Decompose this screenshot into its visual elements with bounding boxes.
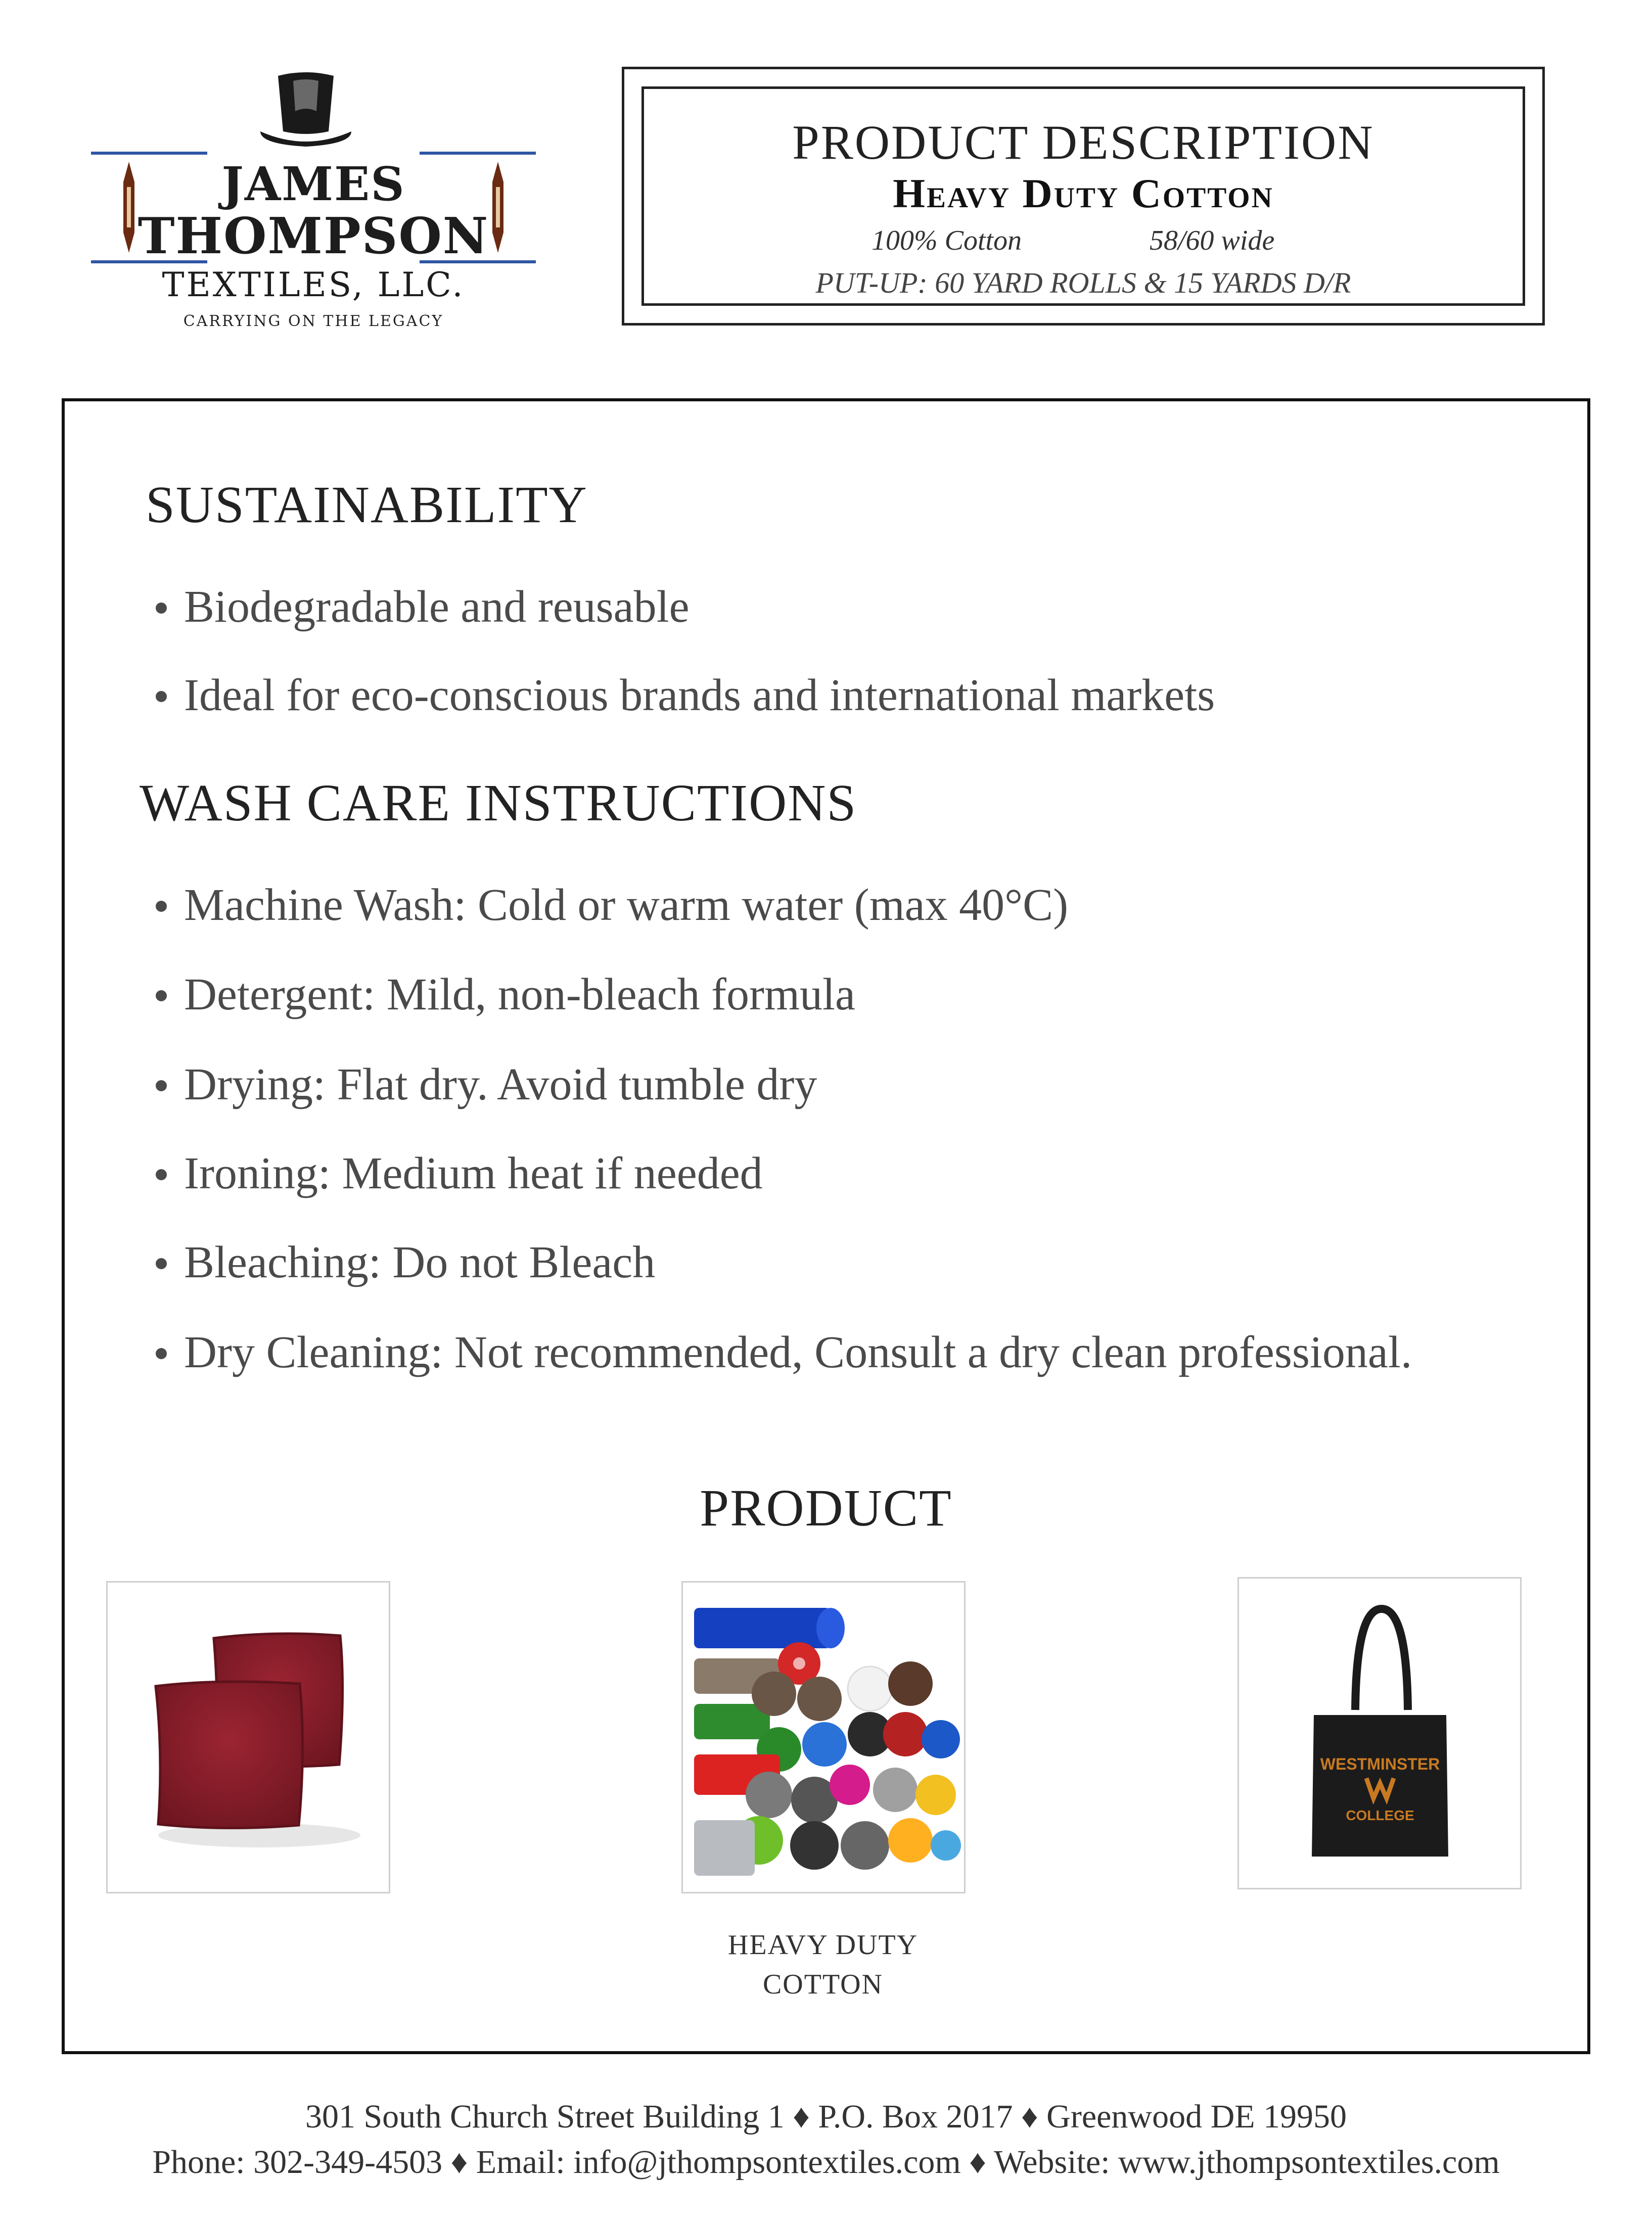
tote-bag-image	[1237, 1577, 1522, 1889]
logo-line	[91, 152, 207, 155]
fabric-rolls-image	[681, 1581, 966, 1893]
bullet-icon	[156, 901, 167, 912]
logo-line	[420, 152, 536, 155]
tote-bag-illustration	[1239, 1579, 1520, 1888]
caption-line1: HEAVY DUTY	[727, 1929, 919, 1961]
product-description-inner	[641, 86, 1525, 306]
bullet-icon	[156, 1169, 167, 1180]
product-heading: PRODUCT	[700, 1479, 952, 1537]
list-item: Drying: Flat dry. Avoid tumble dry	[156, 1058, 817, 1110]
footer-contact: Phone: 302-349-4503 ♦ Email: info@jthompsontextiles.com ♦ Website: www.jthompsontextiles.com	[152, 2144, 1500, 2181]
bullet-icon	[156, 1080, 167, 1091]
bullet-icon	[156, 1258, 167, 1269]
logo-name-line1: JAMES	[221, 157, 405, 211]
pillow-illustration	[108, 1583, 389, 1892]
list-item: Bleaching: Do not Bleach	[156, 1236, 655, 1288]
bullet-icon	[156, 691, 167, 702]
product-caption	[671, 1925, 975, 2004]
page-title: PRODUCT DESCRIPTION	[792, 115, 1374, 169]
list-item: Machine Wash: Cold or warm water (max 40°C)	[156, 879, 1068, 931]
logo-name-line3: TEXTILES, LLC.	[162, 265, 465, 304]
bullet-icon	[156, 1348, 167, 1359]
logo-tagline: CARRYING ON THE LEGACY	[183, 312, 444, 330]
list-item: Biodegradable and reusable	[156, 581, 690, 633]
caption-line2: COTTON	[762, 1969, 884, 2000]
spec-width: 58/60 wide	[1150, 225, 1275, 256]
bullet-icon	[156, 990, 167, 1001]
sustainability-heading: SUSTAINABILITY	[146, 476, 588, 534]
spec-putup: PUT-UP: 60 YARD ROLLS & 15 YARDS D/R	[815, 266, 1351, 299]
list-item: Ironing: Medium heat if needed	[156, 1147, 763, 1199]
bullet-icon	[156, 603, 167, 614]
spec-content: 100% Cotton	[871, 225, 1022, 256]
wash-care-heading: WASH CARE INSTRUCTIONS	[140, 774, 857, 832]
tote-print-text1: WESTMINSTER	[1320, 1755, 1440, 1773]
list-item: Detergent: Mild, non-bleach formula	[156, 968, 855, 1021]
tote-print-text2: COLLEGE	[1346, 1808, 1414, 1823]
footer-address: 301 South Church Street Building 1 ♦ P.O. Box 2017 ♦ Greenwood DE 19950	[305, 2098, 1347, 2135]
product-description-box	[622, 67, 1545, 326]
list-item: Ideal for eco-conscious brands and international markets	[156, 669, 1215, 721]
fabric-rolls-illustration	[683, 1583, 964, 1892]
list-item: Dry Cleaning: Not recommended, Consult a dry clean professional.	[156, 1326, 1412, 1378]
top-hat-icon	[258, 71, 354, 152]
pillow-image	[106, 1581, 390, 1893]
logo-name-line2: THOMPSON	[137, 207, 489, 265]
company-logo	[91, 71, 536, 334]
product-name: Heavy Duty Cotton	[893, 170, 1274, 216]
content-box	[62, 398, 1590, 2054]
